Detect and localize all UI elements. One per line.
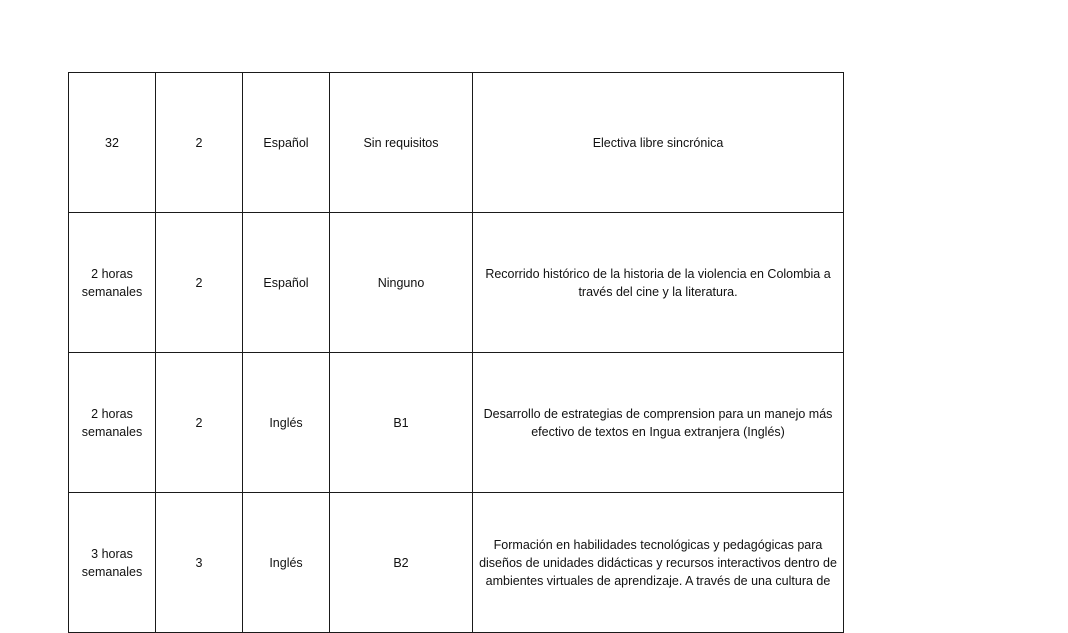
requirements-cell: Ninguno — [330, 213, 473, 353]
credits-cell: 2 — [156, 353, 243, 493]
table-row — [69, 493, 844, 633]
table-row — [69, 213, 844, 353]
description-cell: Formación en habilidades tecnológicas y pedagógicas para diseños de unidades didácticas y recursos interactivos dentro de ambientes virtuales de aprendizaje. A través de una cultura de — [473, 493, 844, 633]
language-cell: Inglés — [243, 353, 330, 493]
requirements-cell: Sin requisitos — [330, 73, 473, 213]
hours-cell: 2 horas semanales — [69, 353, 156, 493]
language-cell: Español — [243, 73, 330, 213]
description-cell: Desarrollo de estrategias de comprension para un manejo más efectivo de textos en Ingua extranjera (Inglés) — [473, 353, 844, 493]
table-row — [69, 73, 844, 213]
courses-table — [68, 72, 844, 633]
description-cell: Electiva libre sincrónica — [473, 73, 844, 213]
credits-cell: 2 — [156, 73, 243, 213]
hours-cell: 2 horas semanales — [69, 213, 156, 353]
credits-cell: 3 — [156, 493, 243, 633]
hours-cell: 3 horas semanales — [69, 493, 156, 633]
table-row — [69, 353, 844, 493]
language-cell: Español — [243, 213, 330, 353]
requirements-cell: B2 — [330, 493, 473, 633]
hours-cell: 32 — [69, 73, 156, 213]
requirements-cell: B1 — [330, 353, 473, 493]
language-cell: Inglés — [243, 493, 330, 633]
credits-cell: 2 — [156, 213, 243, 353]
description-cell: Recorrido histórico de la historia de la violencia en Colombia a través del cine y la literatura. — [473, 213, 844, 353]
